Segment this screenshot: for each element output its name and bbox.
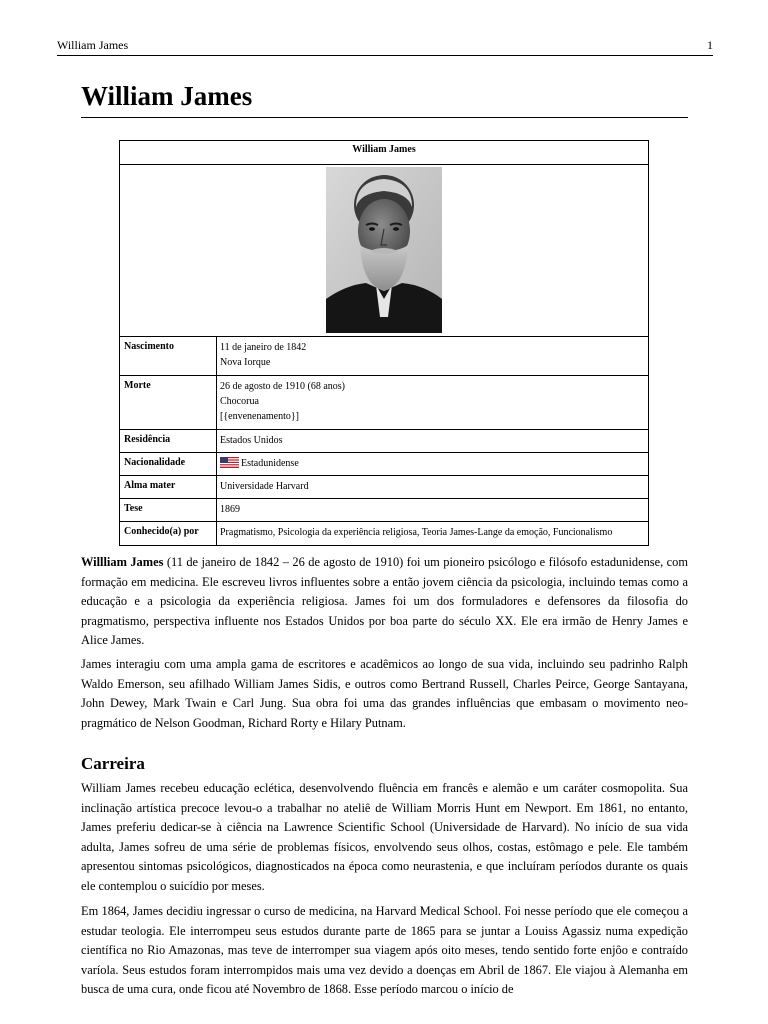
infobox-value (217, 522, 649, 546)
infobox-row-alma-mater (120, 476, 649, 499)
infobox-label: Nascimento (120, 337, 217, 376)
infobox-value (217, 376, 649, 430)
subject-name: Willliam James (81, 555, 164, 569)
nationality-text: Estadunidense (241, 458, 299, 469)
infobox-row-morte (120, 376, 649, 430)
us-flag-icon (220, 457, 239, 468)
carreira-paragraph-1: William James recebeu educação eclética, desenvolvendo fluência em francês e alemão e um caráter cosmopolita. Sua inclinação artística precoce levou-o a trabalhar no ateliê de William Morris Hunt em Newport. Em 1861, no entanto, James preferiu dedicar-se à ciência na Lawrence Scientific School (Universidade de Harvard). No início de sua vida adulta, James sofreu de uma série de problemas físicos, envolvendo seus olhos, costas, estômago e pele. Ele também apresentou sintomas psicológicos, diagnosticados na época como neurastenia, e que incluíram períodos durante os quais ele contemplou o suicídio por meses. (81, 781, 688, 893)
section-heading-carreira: Carreira (81, 754, 145, 773)
page-title: William James (81, 78, 688, 118)
intro-paragraph-2: James interagiu com uma ampla gama de escritores e acadêmicos ao longo de sua vida, incluindo seu padrinho Ralph Waldo Emerson, seu afilhado William James Sidis, e outros como Bertrand Russell, Charles Peirce, George Santayana, John Dewey, Mark Twain e Carl Jung. Sua obra foi uma das grandes influências que embasam o movimento neo-pragmático de Nelson Goodman, Richard Rorty e Hilary Putnam. (81, 657, 688, 730)
infobox-label: Conhecido(a) por (120, 522, 217, 546)
thesis-year: 1869 (220, 504, 240, 515)
residence: Estados Unidos (220, 435, 283, 446)
infobox-row-nascimento (120, 337, 649, 376)
running-header (57, 38, 713, 56)
infobox-value (217, 499, 649, 522)
infobox-image-cell (120, 165, 649, 337)
infobox-label: Morte (120, 376, 217, 430)
intro-paragraph-1 (81, 553, 688, 651)
carreira-paragraph-2: Em 1864, James decidiu ingressar o curso de medicina, na Harvard Medical School. Foi nesse período que ele começou a estudar teologia. Ele interrompeu seus estudos durante parte de 1865 para se juntar a Louiss Agassiz numa expedição científica no Rio Amazonas, mas teve de interromper sua viagem após oito meses, tendo sentido forte enjôo e contraído varíola. Seus estudos foram interrompidos mais uma vez devido a doenças em Abril de 1867. Ele viajou à Alemanha em busca de uma cura, onde ficou até Novembro de 1868. Esse período marcou o início de (81, 904, 688, 997)
infobox-value (217, 430, 649, 453)
alma-mater: Universidade Harvard (220, 481, 309, 492)
running-header-title: William James (57, 38, 129, 52)
birth-place: Nova Iorque (220, 357, 271, 368)
infobox-label: Nacionalidade (120, 453, 217, 476)
birth-date: 11 de janeiro de 1842 (220, 342, 307, 353)
infobox-value (217, 337, 649, 376)
death-cause: [{envenenamento}] (220, 411, 300, 422)
death-place: Chocorua (220, 396, 259, 407)
intro-paragraph-1-text: (11 de janeiro de 1842 – 26 de agosto de 1910) foi um pioneiro psicólogo e filósofo estadunidense, com formação em medicina. Ele escreveu livros influentes sobre a então jovem ciência da psicologia, incluindo temas como a educação e a psicologia da experiência religiosa. James foi um dos formuladores e defensores da filosofia do pragmatismo, perspectiva influente nos Estados Unidos por boa parte do século XX. Ele era irmão de Henry James e Alice James. (81, 555, 688, 648)
portrait-photo (326, 167, 442, 333)
infobox-row-residencia (120, 430, 649, 453)
infobox-value (217, 476, 649, 499)
infobox-row-nacionalidade (120, 453, 649, 476)
nationality (220, 456, 648, 471)
death-date: 26 de agosto de 1910 (68 anos) (220, 381, 345, 392)
infobox-label: Tese (120, 499, 217, 522)
infobox (119, 140, 649, 546)
infobox-row-conhecido-por (120, 522, 649, 546)
infobox-row-tese (120, 499, 649, 522)
infobox-caption: William James (120, 141, 649, 165)
infobox-label: Alma mater (120, 476, 217, 499)
infobox-value (217, 453, 649, 476)
known-for: Pragmatismo, Psicologia da experiência religiosa, Teoria James-Lange da emoção, Funcionalismo (220, 527, 613, 538)
page-number: 1 (707, 38, 713, 52)
infobox-label: Residência (120, 430, 217, 453)
